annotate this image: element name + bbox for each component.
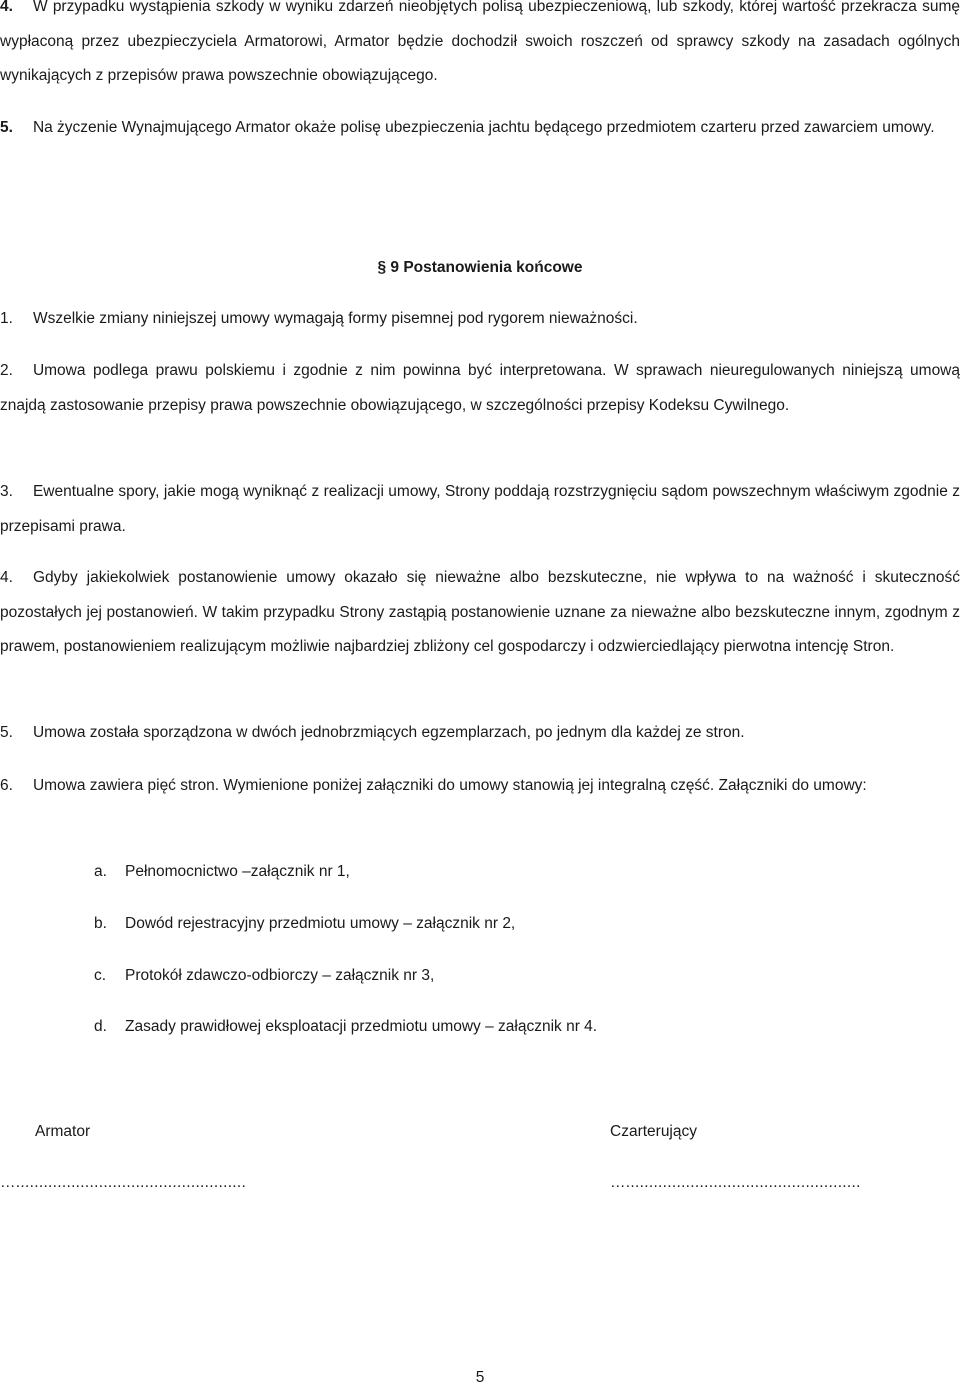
attachment-item — [94, 860, 350, 884]
attachment-letter: c. — [94, 967, 107, 984]
paragraph-5 — [0, 111, 960, 146]
paragraph-text: W przypadku wystąpienia szkody w wyniku zdarzeń nieobjętych polisą ubezpieczeniową, lub szkody, której wartość przekracza sumę wypłaconą przez ubezpieczyciela Armatorowi, Armator będzie dochodził swoich roszczeń od sprawcy szkody na zasadach ogólnych wynikających z przepisów prawa powszechnie obowiązującego. — [0, 0, 960, 84]
clause-text: Gdyby jakiekolwiek postanowienie umowy okazało się nieważne albo bezskuteczne, nie wpływa to na ważność i skuteczność pozostałych jej postanowień. W takim przypadku Strony zastąpią postanowienie uznane za nieważne albo bezskuteczne innym, zgodnym z prawem, postanowieniem realizującym możliwie najbardziej zbliżony cel gospodarczy i odzwierciedlający pierwotna intencję Stron. — [0, 569, 960, 655]
attachment-text: Zasady prawidłowej eksploatacji przedmiotu umowy – załącznik nr 4. — [125, 1018, 598, 1035]
clause-text: Ewentualne spory, jakie mogą wyniknąć z realizacji umowy, Strony poddają rozstrzygnięciu sądom powszechnym właściwym zgodnie z przepisami prawa. — [0, 483, 960, 535]
attachment-letter: d. — [94, 1018, 107, 1035]
clause-1 — [0, 302, 960, 337]
clause-number: 3. — [0, 483, 13, 500]
paragraph-number: 4. — [0, 0, 13, 15]
clause-text: Umowa została sporządzona w dwóch jednobrzmiących egzemplarzach, po jednym dla każdej ze stron. — [32, 724, 745, 741]
clause-number: 1. — [0, 310, 13, 327]
attachment-text: Dowód rejestracyjny przedmiotu umowy – załącznik nr 2, — [125, 915, 516, 932]
page-number: 5 — [475, 1369, 485, 1386]
clause-text: Wszelkie zmiany niniejszej umowy wymagają formy pisemnej pod rygorem nieważności. — [32, 310, 638, 327]
attachment-item — [94, 1015, 597, 1039]
attachment-item — [94, 912, 515, 936]
attachment-text: Protokół zdawczo-odbiorczy – załącznik nr 3, — [125, 967, 435, 984]
attachment-item — [94, 964, 434, 988]
clause-number: 4. — [0, 569, 13, 586]
signature-line-armator: ….................................................. — [0, 1174, 247, 1191]
attachment-text: Pełnomocnictwo –załącznik nr 1, — [125, 863, 350, 880]
clause-2 — [0, 354, 960, 423]
attachment-letter: a. — [94, 863, 107, 880]
clause-text: Umowa zawiera pięć stron. Wymienione poniżej załączniki do umowy stanowią jej integralną część. Załączniki do umowy: — [32, 777, 867, 794]
clause-3 — [0, 475, 960, 544]
clause-number: 5. — [0, 724, 13, 741]
clause-number: 2. — [0, 362, 13, 379]
signature-label-armator: Armator — [35, 1123, 91, 1140]
clause-number: 6. — [0, 777, 13, 794]
section-heading: § 9 Postanowienia końcowe — [377, 259, 583, 276]
paragraph-text: Na życzenie Wynajmującego Armator okaże polisę ubezpieczenia jachtu będącego przedmiotem czarteru przed zawarciem umowy. — [32, 119, 935, 136]
clause-5 — [0, 716, 960, 751]
clause-text: Umowa podlega prawu polskiemu i zgodnie z nim powinna być interpretowana. W sprawach nieuregulowanych niniejszą umową znajdą zastosowanie przepisy prawa powszechnie obowiązującego, w szczególności przepisy Kodeksu Cywilnego. — [0, 362, 960, 414]
clause-4 — [0, 561, 960, 665]
clause-6 — [0, 768, 960, 803]
paragraph-number: 5. — [0, 119, 13, 136]
attachment-letter: b. — [94, 915, 107, 932]
paragraph-4 — [0, 0, 960, 94]
signature-label-czarterujacy: Czarterujący — [610, 1123, 697, 1140]
signature-line-czarterujacy: …................................................... — [610, 1174, 861, 1191]
